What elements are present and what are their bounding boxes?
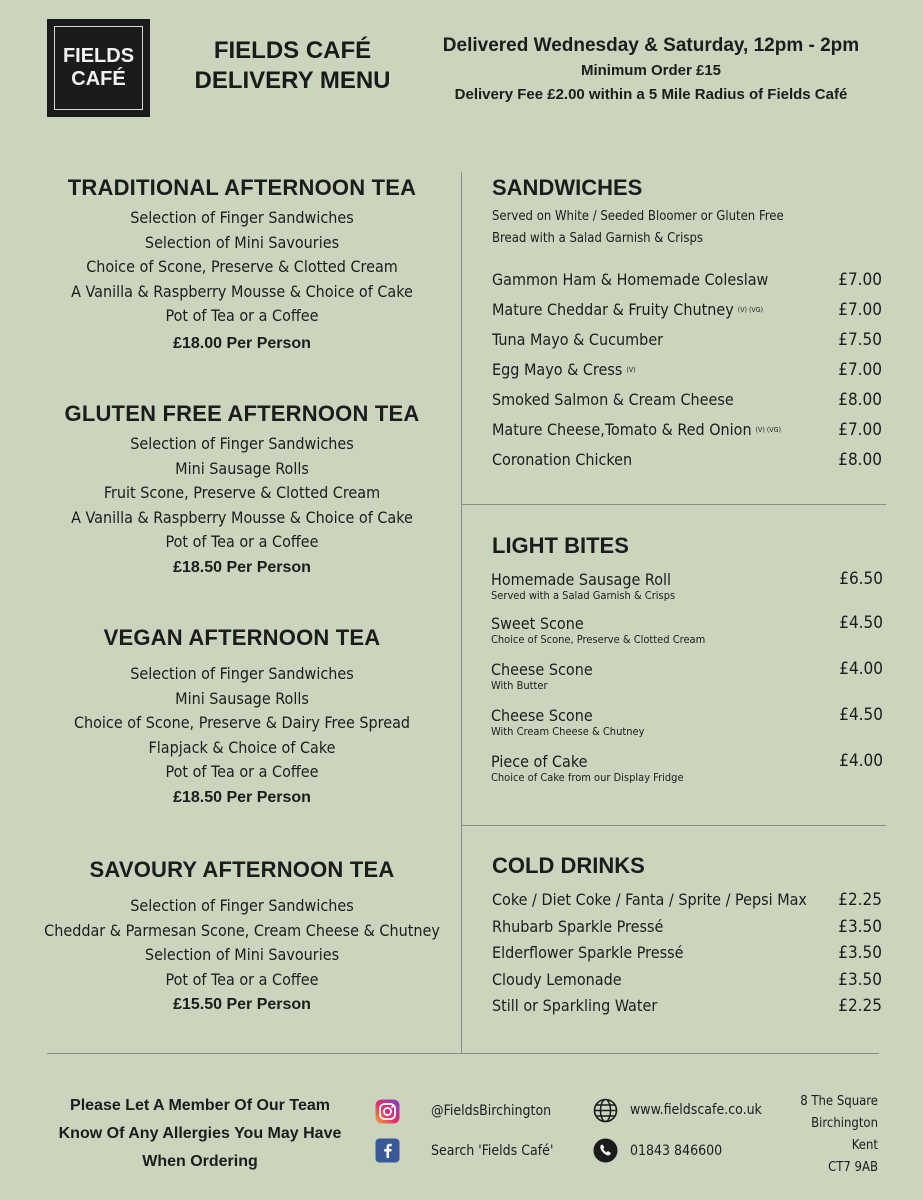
tea-section-traditional xyxy=(30,174,454,357)
menu-row-light-bite xyxy=(491,706,883,738)
logo-text-line1: FIELDS xyxy=(62,45,135,67)
tea-item: Pot of Tea or a Coffee xyxy=(165,306,319,325)
footer-divider xyxy=(47,1053,879,1054)
item-name: Cloudy Lemonade xyxy=(492,970,622,989)
title-line2: DELIVERY MENU xyxy=(194,67,391,94)
menu-row-sandwich xyxy=(492,330,882,350)
tea-item: Pot of Tea or a Coffee xyxy=(165,532,319,551)
menu-row-drink xyxy=(492,996,882,1016)
menu-row-drink xyxy=(492,917,882,937)
tea-item: Selection of Finger Sandwiches xyxy=(130,434,354,453)
item-price: £7.00 xyxy=(838,420,882,440)
item-name: Piece of Cake xyxy=(491,752,588,771)
address-line: Birchington xyxy=(811,1116,878,1131)
delivery-days: Delivered Wednesday & Saturday, 12pm - 2pm xyxy=(442,35,860,56)
menu-row-light-bite xyxy=(491,752,883,784)
tea-item: A Vanilla & Raspberry Mousse & Choice of Cake xyxy=(71,281,413,301)
item-name: Gammon Ham & Homemade Coleslaw xyxy=(492,270,769,289)
item-price: £6.50 xyxy=(839,569,883,589)
item-price: £3.50 xyxy=(838,970,882,990)
menu-row-sandwich xyxy=(492,390,882,410)
tea-section-savoury xyxy=(30,856,454,1018)
item-name: Cheese Scone xyxy=(491,706,593,725)
item-price: £2.25 xyxy=(838,890,882,910)
item-description: Choice of Cake from our Display Fridge xyxy=(491,771,684,784)
item-name: Mature Cheese,Tomato & Red Onion xyxy=(492,420,752,439)
sandwiches-title: SANDWICHES xyxy=(492,175,643,200)
allergy-line: When Ordering xyxy=(142,1153,258,1170)
website-link[interactable]: www.fieldscafe.co.uk xyxy=(630,1102,762,1118)
minimum-order: Minimum Order £15 xyxy=(580,62,722,79)
tea-item: Choice of Scone, Preserve & Clotted Cream xyxy=(86,257,398,276)
sandwiches-subtitle-line: Bread with a Salad Garnish & Crisps xyxy=(492,231,703,246)
item-name: Elderflower Sparkle Pressé xyxy=(492,943,684,962)
allergy-line: Please Let A Member Of Our Team xyxy=(70,1097,330,1114)
item-name: Cheese Scone xyxy=(491,660,593,679)
dietary-tag: (V) (VG) xyxy=(737,306,764,314)
item-name: Sweet Scone xyxy=(491,614,584,633)
item-price: £8.00 xyxy=(838,450,882,470)
item-name: Coke / Diet Coke / Fanta / Sprite / Pepsi Max xyxy=(492,890,807,909)
tea-item: Selection of Finger Sandwiches xyxy=(130,208,354,227)
menu-row-drink xyxy=(492,970,882,990)
menu-row-light-bite xyxy=(491,660,883,692)
item-description: Served with a Salad Garnish & Crisps xyxy=(491,589,676,602)
item-name: Homemade Sausage Roll xyxy=(491,570,671,589)
page-title xyxy=(165,36,420,96)
item-description: With Butter xyxy=(491,679,548,692)
item-name: Egg Mayo & Cress xyxy=(492,360,623,379)
tea-item: Choice of Scone, Preserve & Dairy Free Spread xyxy=(73,713,411,732)
tea-item: A Vanilla & Raspberry Mousse & Choice of Cake xyxy=(71,507,413,527)
tea-item: Selection of Mini Savouries xyxy=(144,945,340,964)
tea-item: Selection of Finger Sandwiches xyxy=(130,896,354,915)
tea-title: SAVOURY AFTERNOON TEA xyxy=(89,857,395,882)
item-price: £7.00 xyxy=(838,270,882,290)
tea-price: £18.50 Per Person xyxy=(173,558,311,576)
allergy-notice xyxy=(45,1092,355,1176)
item-name: Tuna Mayo & Cucumber xyxy=(492,330,664,349)
tea-item: Mini Sausage Rolls xyxy=(175,688,309,708)
logo-text-line2: CAFÉ xyxy=(71,68,126,90)
tea-title: TRADITIONAL AFTERNOON TEA xyxy=(67,175,417,200)
item-price: £7.00 xyxy=(838,300,882,320)
tea-item: Mini Sausage Rolls xyxy=(175,458,309,478)
tea-item: Selection of Finger Sandwiches xyxy=(130,664,354,683)
section-divider xyxy=(462,825,886,826)
menu-row-drink xyxy=(492,943,882,963)
item-description: Choice of Scone, Preserve & Clotted Cream xyxy=(491,633,706,646)
tea-title: VEGAN AFTERNOON TEA xyxy=(103,625,381,650)
cafe-logo xyxy=(47,19,150,117)
tea-item: Pot of Tea or a Coffee xyxy=(165,762,319,781)
item-name: Rhubarb Sparkle Pressé xyxy=(492,917,664,936)
address-line: Kent xyxy=(851,1138,878,1153)
menu-row-sandwich xyxy=(492,420,882,440)
menu-row-sandwich xyxy=(492,300,882,320)
item-price: £4.00 xyxy=(839,659,883,679)
sandwiches-subtitle xyxy=(492,206,784,250)
item-price: £4.50 xyxy=(839,613,883,633)
tea-item: Cheddar & Parmesan Scone, Cream Cheese & Chutney xyxy=(44,920,440,940)
tea-price: £15.50 Per Person xyxy=(173,996,311,1013)
item-price: £3.50 xyxy=(838,917,882,937)
item-price: £8.00 xyxy=(838,390,882,410)
dietary-tag: (V) (VG) xyxy=(755,426,781,434)
item-price: £4.00 xyxy=(839,751,883,771)
item-price: £3.50 xyxy=(838,943,882,963)
address-line: 8 The Square xyxy=(800,1094,878,1109)
menu-row-sandwich xyxy=(492,450,882,470)
item-price: £2.25 xyxy=(838,996,882,1016)
item-name: Still or Sparkling Water xyxy=(492,996,658,1015)
tea-item: Pot of Tea or a Coffee xyxy=(165,969,319,989)
tea-price: £18.00 Per Person xyxy=(173,334,311,352)
menu-row-sandwich xyxy=(492,270,882,290)
phone-icon xyxy=(593,1138,618,1163)
section-divider xyxy=(462,504,886,505)
facebook-search-text[interactable]: Search 'Fields Café' xyxy=(431,1143,554,1159)
instagram-icon xyxy=(375,1099,400,1124)
item-name: Mature Cheddar & Fruity Chutney xyxy=(492,300,734,319)
tea-title: GLUTEN FREE AFTERNOON TEA xyxy=(64,401,420,426)
menu-row-drink xyxy=(492,890,882,910)
facebook-icon xyxy=(375,1138,400,1163)
item-name: Smoked Salmon & Cream Cheese xyxy=(492,390,734,409)
tea-price: £18.50 Per Person xyxy=(173,788,311,806)
tea-item: Fruit Scone, Preserve & Clotted Cream xyxy=(103,483,381,502)
light-bites-title: LIGHT BITES xyxy=(492,533,629,558)
tea-section-vegan xyxy=(30,624,454,811)
sandwiches-subtitle-line: Served on White / Seeded Bloomer or Gluten Free xyxy=(492,209,784,224)
tea-section-gluten-free xyxy=(30,400,454,581)
menu-row-light-bite xyxy=(491,570,883,602)
column-divider xyxy=(461,172,462,1053)
item-description: With Cream Cheese & Chutney xyxy=(491,725,645,738)
phone-number[interactable]: 01843 846600 xyxy=(630,1143,723,1159)
item-name: Coronation Chicken xyxy=(492,450,633,469)
title-line1: FIELDS CAFÉ xyxy=(213,37,372,64)
cold-drinks-title: COLD DRINKS xyxy=(492,853,645,878)
delivery-fee: Delivery Fee £2.00 within a 5 Mile Radius of Fields Café xyxy=(454,86,848,103)
tea-item: Selection of Mini Savouries xyxy=(144,232,340,252)
globe-icon xyxy=(593,1098,618,1123)
allergy-line: Know Of Any Allergies You May Have xyxy=(58,1125,342,1142)
menu-row-light-bite xyxy=(491,614,883,646)
dietary-tag: (V) xyxy=(626,366,636,374)
instagram-handle[interactable]: @FieldsBirchington xyxy=(431,1103,552,1119)
item-price: £7.50 xyxy=(838,330,882,350)
item-price: £7.00 xyxy=(838,360,882,380)
tea-item: Flapjack & Choice of Cake xyxy=(148,737,336,757)
menu-row-sandwich xyxy=(492,360,882,380)
delivery-info xyxy=(420,32,882,107)
item-price: £4.50 xyxy=(839,705,883,725)
address-line: CT7 9AB xyxy=(828,1160,878,1175)
address xyxy=(800,1091,878,1179)
